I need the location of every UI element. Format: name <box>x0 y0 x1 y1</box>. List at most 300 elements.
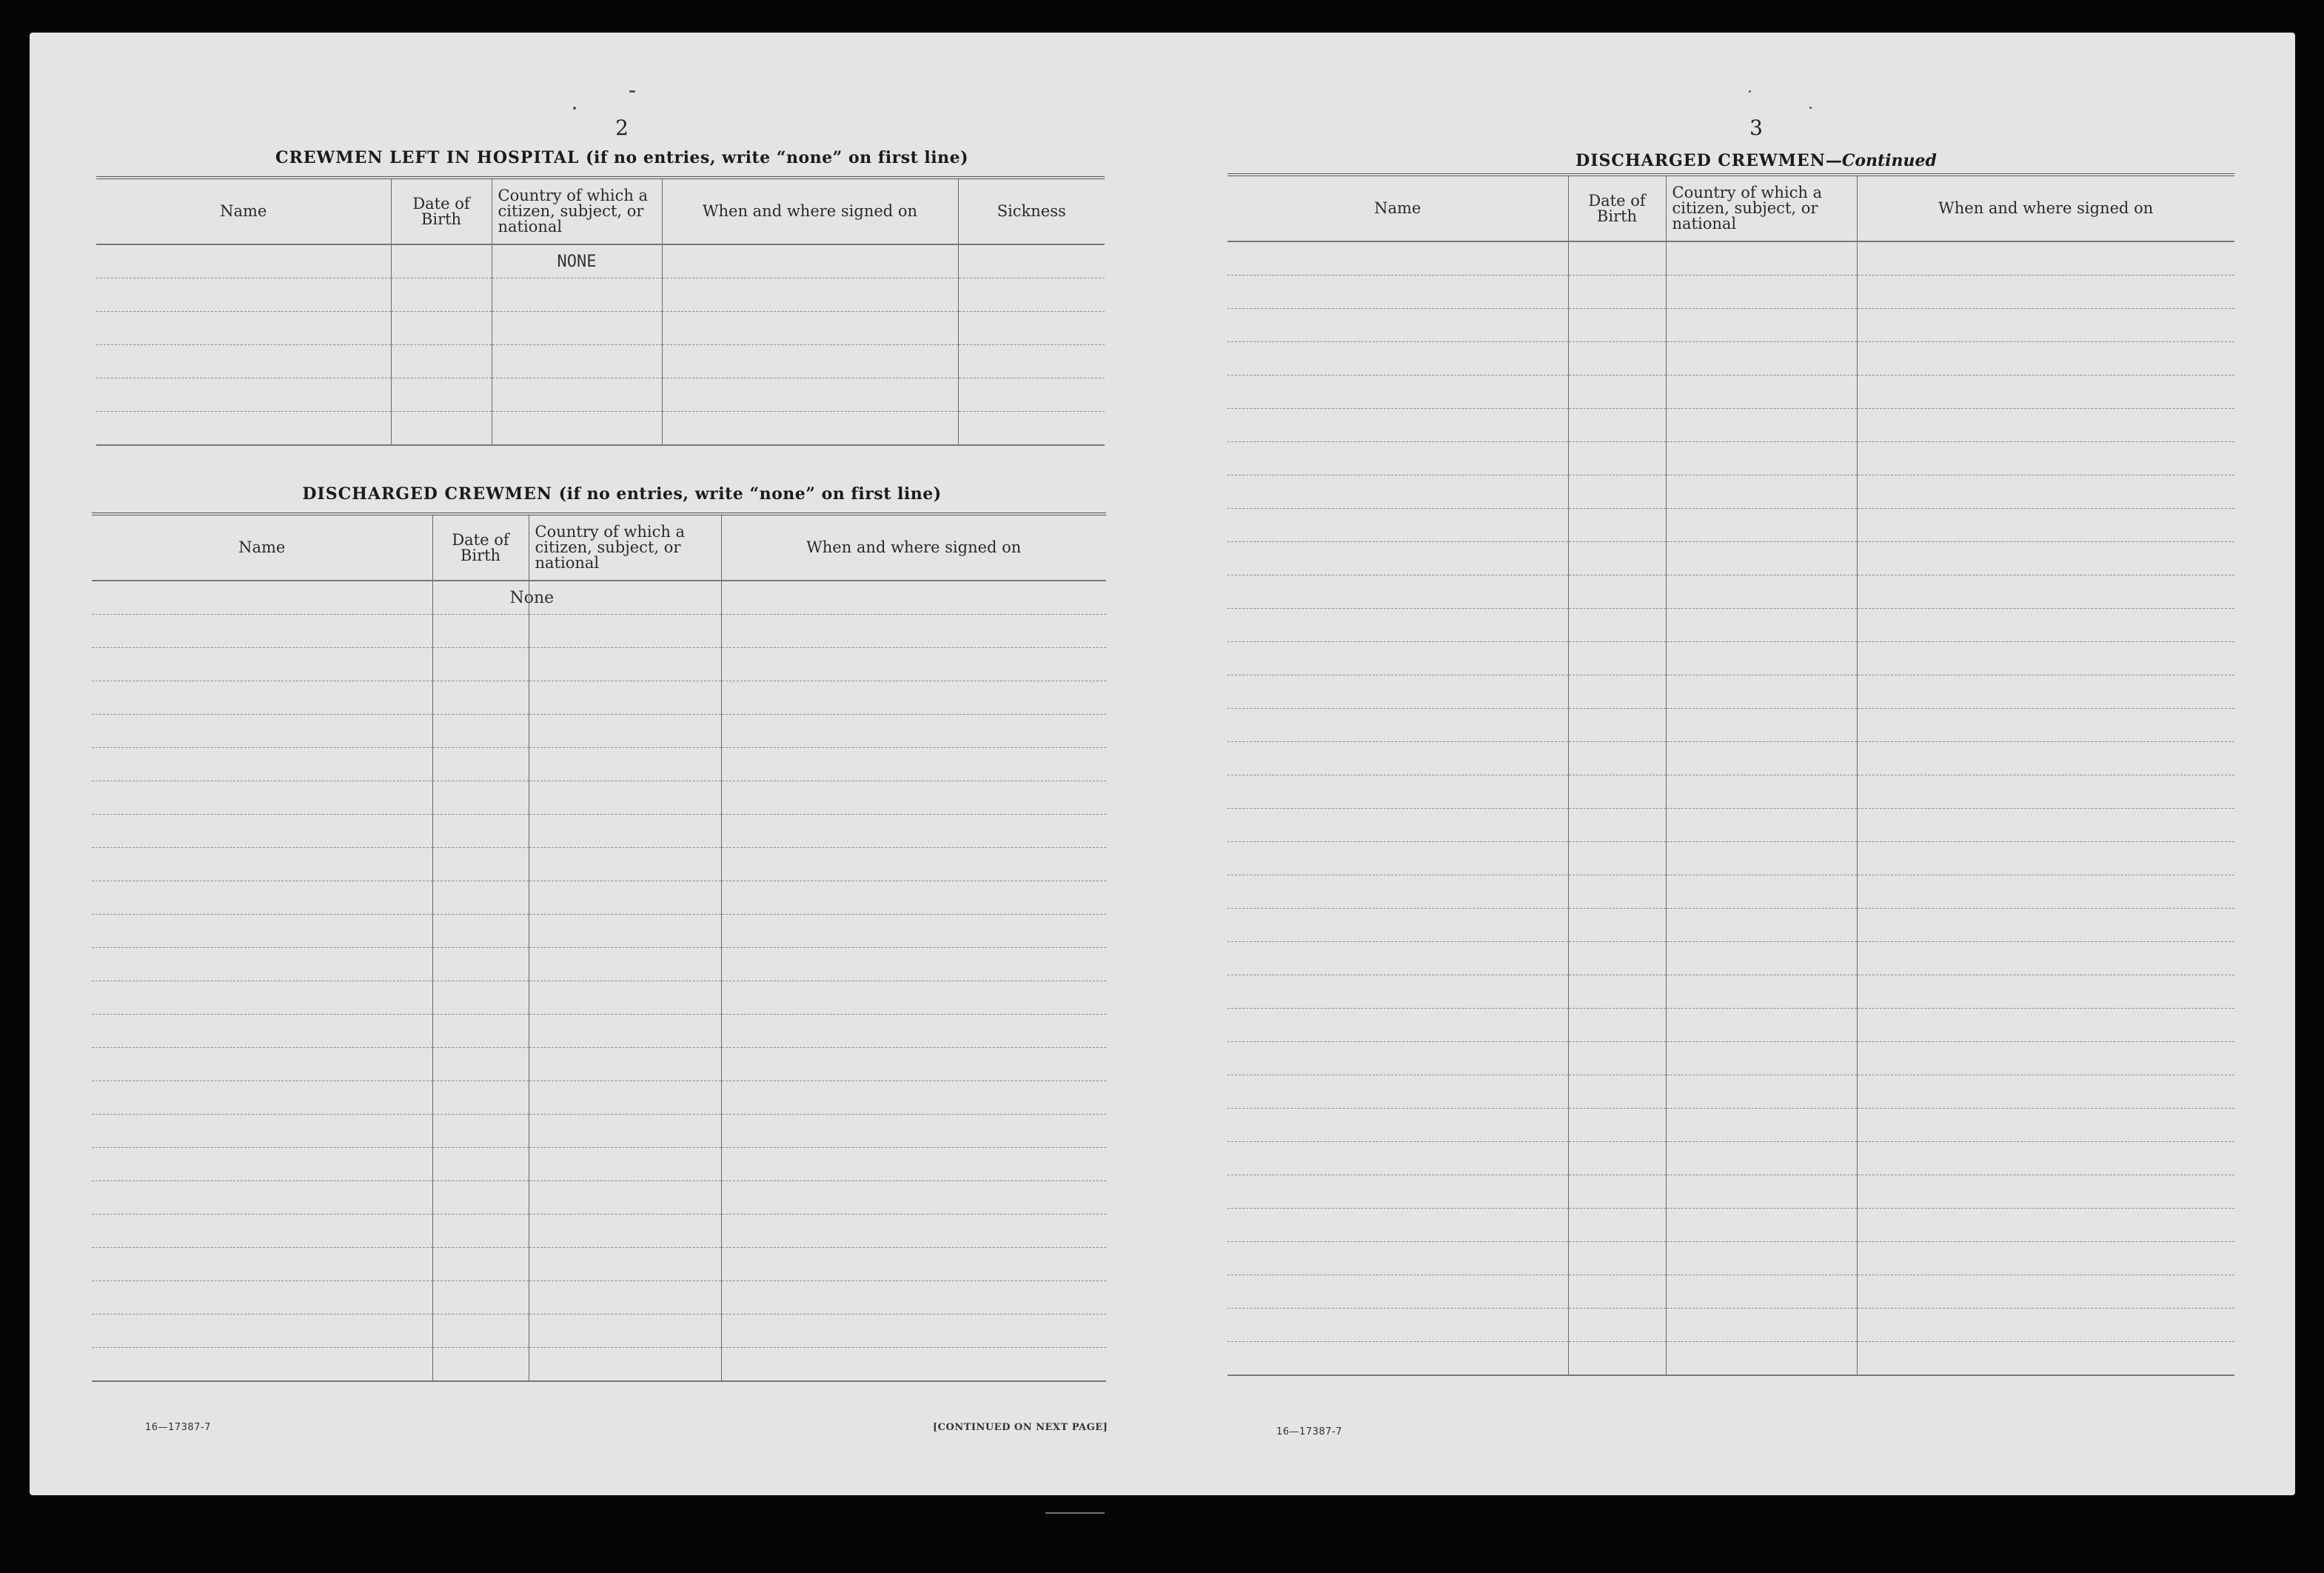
cell <box>1568 675 1666 709</box>
table-row <box>96 378 1105 412</box>
cell <box>529 615 721 648</box>
cell <box>1666 609 1857 642</box>
cell <box>92 781 432 815</box>
table-row <box>1228 409 2234 442</box>
table-row <box>1228 1175 2234 1209</box>
table-row <box>92 581 1106 615</box>
table-row <box>92 1181 1106 1215</box>
cell <box>391 244 492 278</box>
cell <box>1857 642 2234 675</box>
cell <box>529 1181 721 1215</box>
cell <box>92 881 432 915</box>
table-row <box>1228 942 2234 975</box>
cell <box>662 244 958 278</box>
cell <box>1568 442 1666 475</box>
cell <box>1568 542 1666 575</box>
cell <box>1568 241 1666 275</box>
cell <box>92 648 432 681</box>
table-row <box>1228 1075 2234 1109</box>
cell <box>1857 409 2234 442</box>
table-row <box>1228 542 2234 575</box>
cell <box>1666 709 1857 742</box>
cell <box>92 748 432 781</box>
cell <box>721 681 1106 715</box>
cell <box>1228 542 1568 575</box>
table-row <box>1228 275 2234 309</box>
table-row <box>92 915 1106 948</box>
col-country-header: Country of which a citizen, subject, or national <box>529 514 721 581</box>
table-row <box>96 312 1105 345</box>
cell <box>721 1281 1106 1315</box>
cell <box>1666 775 1857 809</box>
table-row <box>1228 1275 2234 1309</box>
cell <box>1228 575 1568 609</box>
cell <box>432 1048 529 1081</box>
cell <box>529 815 721 848</box>
cell <box>1857 809 2234 842</box>
cell <box>92 815 432 848</box>
cell <box>96 244 391 278</box>
cell <box>1568 575 1666 609</box>
cell <box>1857 275 2234 309</box>
cell <box>92 1248 432 1281</box>
discharged-continued-text: DISCHARGED CREWMEN <box>1575 151 1826 170</box>
cell <box>1228 309 1568 342</box>
cell <box>1568 709 1666 742</box>
cell <box>1228 875 1568 909</box>
discharged-none-entry: None <box>509 589 555 607</box>
col-name-header: Name <box>1228 175 1568 241</box>
cell <box>1666 309 1857 342</box>
cell <box>721 648 1106 681</box>
cell <box>1666 675 1857 709</box>
cell <box>1857 1275 2234 1309</box>
col-name-header: Name <box>96 178 391 244</box>
cell <box>1857 442 2234 475</box>
cell <box>1666 241 1857 275</box>
cell <box>1568 909 1666 942</box>
cell <box>1666 575 1857 609</box>
cell <box>1666 442 1857 475</box>
col-dob-header: Date of Birth <box>432 514 529 581</box>
cell <box>529 915 721 948</box>
table-row <box>1228 342 2234 375</box>
table-row <box>1228 809 2234 842</box>
cell <box>1228 442 1568 475</box>
cell <box>1228 1142 1568 1175</box>
table-row <box>1228 775 2234 809</box>
cell <box>432 881 529 915</box>
cell <box>1857 1209 2234 1242</box>
cell <box>1666 942 1857 975</box>
cell <box>1857 1109 2234 1142</box>
cell <box>432 1115 529 1148</box>
table-row <box>1228 909 2234 942</box>
table-row <box>1228 475 2234 509</box>
fold-mark <box>1045 1512 1105 1514</box>
table-row <box>1228 975 2234 1009</box>
col-signed-on-header: When and where signed on <box>1857 175 2234 241</box>
cell <box>1666 975 1857 1009</box>
cell <box>529 748 721 781</box>
cell <box>1666 1309 1857 1342</box>
cell <box>529 1281 721 1315</box>
cell <box>721 848 1106 881</box>
cell <box>1568 275 1666 309</box>
table-row <box>1228 609 2234 642</box>
cell <box>92 1348 432 1382</box>
cell <box>432 1248 529 1281</box>
table-row <box>1228 742 2234 775</box>
table-row <box>92 748 1106 781</box>
cell <box>721 1015 1106 1048</box>
cell <box>529 948 721 981</box>
cell <box>432 748 529 781</box>
cell <box>1228 675 1568 709</box>
cell <box>1666 342 1857 375</box>
form-code: 16—17387-7 <box>145 1422 211 1433</box>
cell <box>1857 1075 2234 1109</box>
cell <box>721 1048 1106 1081</box>
cell <box>1228 909 1568 942</box>
cell <box>529 981 721 1015</box>
cell <box>1666 1042 1857 1075</box>
table-row <box>92 1348 1106 1382</box>
cell <box>721 615 1106 648</box>
cell <box>1857 509 2234 542</box>
cell <box>432 915 529 948</box>
table-row <box>96 345 1105 378</box>
cell <box>1568 509 1666 542</box>
cell <box>92 1015 432 1048</box>
cell <box>529 1315 721 1348</box>
cell <box>432 581 555 615</box>
cell <box>1568 409 1666 442</box>
cell <box>92 1115 432 1148</box>
col-sickness-header: Sickness <box>958 178 1105 244</box>
cell <box>92 981 432 1015</box>
table-row <box>1228 842 2234 875</box>
cell <box>1666 509 1857 542</box>
cell <box>529 881 721 915</box>
table-row <box>92 1215 1106 1248</box>
table-row <box>1228 1142 2234 1175</box>
table-row <box>92 1281 1106 1315</box>
cell <box>529 1115 721 1148</box>
cell <box>1666 475 1857 509</box>
page-number: 3 <box>1749 116 1763 140</box>
cell <box>1666 1075 1857 1109</box>
cell <box>1568 342 1666 375</box>
continued-note: [CONTINUED ON NEXT PAGE] <box>933 1422 1108 1433</box>
discharged-section-title <box>96 484 1148 504</box>
cell <box>1568 1309 1666 1342</box>
cell <box>1568 742 1666 775</box>
cell <box>1568 1042 1666 1075</box>
table-row <box>92 1015 1106 1048</box>
cell <box>432 815 529 848</box>
cell <box>1666 375 1857 409</box>
speck <box>629 90 635 93</box>
cell <box>1666 642 1857 675</box>
form-code: 16—17387-7 <box>1276 1426 1342 1437</box>
cell <box>1666 542 1857 575</box>
cell <box>1568 475 1666 509</box>
cell <box>1568 1109 1666 1142</box>
cell <box>1857 709 2234 742</box>
cell <box>1228 1075 1568 1109</box>
table-row <box>1228 1342 2234 1376</box>
cell <box>432 1281 529 1315</box>
cell <box>529 1048 721 1081</box>
cell <box>529 781 721 815</box>
discharged-table <box>92 512 1106 1382</box>
cell <box>1568 1142 1666 1175</box>
cell <box>1228 342 1568 375</box>
cell <box>1228 1242 1568 1275</box>
cell <box>721 1315 1106 1348</box>
cell <box>1857 1342 2234 1376</box>
cell <box>1857 575 2234 609</box>
cell <box>1857 909 2234 942</box>
cell <box>1568 1242 1666 1275</box>
cell <box>1857 542 2234 575</box>
table-row <box>92 1315 1106 1348</box>
cell <box>721 1181 1106 1215</box>
table-row <box>92 648 1106 681</box>
table-row <box>1228 241 2234 275</box>
cell <box>1857 241 2234 275</box>
cell <box>721 881 1106 915</box>
cell <box>1568 1209 1666 1242</box>
cell <box>432 981 529 1015</box>
cell <box>1568 1009 1666 1042</box>
cell <box>1857 1142 2234 1175</box>
cell <box>1666 409 1857 442</box>
cell <box>721 1081 1106 1115</box>
cell <box>432 1148 529 1181</box>
cell <box>1666 1109 1857 1142</box>
cell <box>432 848 529 881</box>
cell <box>1666 1209 1857 1242</box>
table-row <box>92 615 1106 648</box>
cell <box>432 948 529 981</box>
cell <box>1666 1009 1857 1042</box>
cell <box>92 848 432 881</box>
hospital-table <box>96 176 1105 446</box>
speck <box>1809 107 1812 109</box>
cell <box>1228 1042 1568 1075</box>
table-row <box>1228 1209 2234 1242</box>
cell <box>1857 842 2234 875</box>
cell <box>1228 375 1568 409</box>
cell <box>1857 1009 2234 1042</box>
cell <box>92 915 432 948</box>
col-dob-header: Date of Birth <box>1568 175 1666 241</box>
cell <box>92 1081 432 1115</box>
table-row <box>1228 642 2234 675</box>
cell <box>1568 809 1666 842</box>
cell <box>529 1081 721 1115</box>
cell <box>1857 675 2234 709</box>
cell <box>1666 1275 1857 1309</box>
cell <box>1228 975 1568 1009</box>
continued-suffix: —Continued <box>1825 151 1937 170</box>
cell <box>1666 1342 1857 1376</box>
table-row <box>92 781 1106 815</box>
table-row <box>1228 675 2234 709</box>
cell <box>721 1248 1106 1281</box>
page-3 <box>1230 33 2282 1495</box>
cell <box>432 615 529 648</box>
table-row <box>1228 375 2234 409</box>
cell <box>1857 1042 2234 1075</box>
cell <box>92 1048 432 1081</box>
cell <box>1857 342 2234 375</box>
cell <box>1857 1242 2234 1275</box>
cell <box>1228 775 1568 809</box>
cell <box>1857 775 2234 809</box>
cell <box>432 1348 529 1382</box>
table-row <box>1228 1009 2234 1042</box>
cell <box>1228 1109 1568 1142</box>
cell <box>721 1348 1106 1382</box>
table-row <box>1228 1109 2234 1142</box>
cell <box>1666 742 1857 775</box>
cell <box>1666 1242 1857 1275</box>
cell <box>432 1081 529 1115</box>
cell <box>1228 609 1568 642</box>
cell <box>529 1015 721 1048</box>
cell <box>1228 942 1568 975</box>
cell <box>1568 609 1666 642</box>
table-row <box>96 244 1105 278</box>
cell <box>1228 1209 1568 1242</box>
page-number: 2 <box>615 116 629 140</box>
table-row <box>1228 442 2234 475</box>
cell <box>1857 875 2234 909</box>
table-row <box>1228 1042 2234 1075</box>
speck <box>1749 90 1751 93</box>
cell <box>92 1281 432 1315</box>
cell <box>432 648 529 681</box>
cell <box>92 1215 432 1248</box>
hospital-title-text: CREWMEN LEFT IN HOSPITAL <box>275 148 580 167</box>
discharged-continued-title <box>1230 151 2282 170</box>
cell <box>1666 875 1857 909</box>
cell <box>92 1148 432 1181</box>
hospital-title-note: (if no entries, write “none” on first line) <box>586 148 969 167</box>
discharged-title-note: (if no entries, write “none” on first line) <box>558 484 942 504</box>
document-sheet <box>30 33 2295 1495</box>
cell <box>1857 742 2234 775</box>
cell <box>1568 375 1666 409</box>
speck <box>573 107 576 110</box>
cell <box>1568 1342 1666 1376</box>
cell <box>1228 1309 1568 1342</box>
cell <box>1228 509 1568 542</box>
cell <box>1568 975 1666 1009</box>
table-row <box>1228 1242 2234 1275</box>
cell <box>721 948 1106 981</box>
cell <box>92 1181 432 1215</box>
table-row <box>92 881 1106 915</box>
table-row <box>92 1248 1106 1281</box>
cell <box>1857 609 2234 642</box>
cell <box>1568 875 1666 909</box>
discharged-continued-table <box>1228 173 2234 1376</box>
cell <box>721 815 1106 848</box>
cell <box>1857 942 2234 975</box>
hospital-section-title <box>96 148 1148 167</box>
table-row <box>92 948 1106 981</box>
table-row <box>1228 875 2234 909</box>
cell <box>432 1215 529 1248</box>
table-row <box>1228 309 2234 342</box>
cell <box>721 748 1106 781</box>
cell <box>529 1248 721 1281</box>
table-row <box>1228 709 2234 742</box>
cell <box>1568 842 1666 875</box>
cell <box>529 648 721 681</box>
table-row <box>92 981 1106 1015</box>
cell <box>958 244 1105 278</box>
table-row <box>92 1148 1106 1181</box>
cell <box>1568 1075 1666 1109</box>
cell <box>1666 842 1857 875</box>
cell <box>721 1115 1106 1148</box>
cell <box>721 981 1106 1015</box>
col-dob-header: Date of Birth <box>391 178 492 244</box>
cell <box>92 615 432 648</box>
cell <box>529 1348 721 1382</box>
cell <box>1857 1175 2234 1209</box>
hospital-none-entry: NONE <box>492 244 662 278</box>
table-row <box>92 715 1106 748</box>
cell <box>1228 475 1568 509</box>
cell <box>432 781 529 815</box>
cell <box>1228 1275 1568 1309</box>
col-signed-on-header: When and where signed on <box>662 178 958 244</box>
cell <box>432 1315 529 1348</box>
cell <box>1568 775 1666 809</box>
col-signed-on-header: When and where signed on <box>721 514 1106 581</box>
cell <box>1228 1342 1568 1376</box>
cell <box>529 1215 721 1248</box>
table-row <box>1228 509 2234 542</box>
cell <box>1568 309 1666 342</box>
cell <box>1857 975 2234 1009</box>
cell <box>1228 642 1568 675</box>
discharged-title-text: DISCHARGED CREWMEN <box>302 484 553 504</box>
cell <box>1228 842 1568 875</box>
cell <box>721 1215 1106 1248</box>
col-name-header: Name <box>92 514 432 581</box>
table-row <box>96 278 1105 312</box>
table-row <box>1228 1309 2234 1342</box>
cell <box>92 1315 432 1348</box>
cell <box>1228 1175 1568 1209</box>
cell <box>721 915 1106 948</box>
table-row <box>92 815 1106 848</box>
cell <box>529 1148 721 1181</box>
table-row <box>92 1048 1106 1081</box>
cell <box>92 715 432 748</box>
table-row <box>92 681 1106 715</box>
col-country-header: Country of which a citizen, subject, or national <box>492 178 662 244</box>
cell <box>1228 742 1568 775</box>
cell <box>92 681 432 715</box>
